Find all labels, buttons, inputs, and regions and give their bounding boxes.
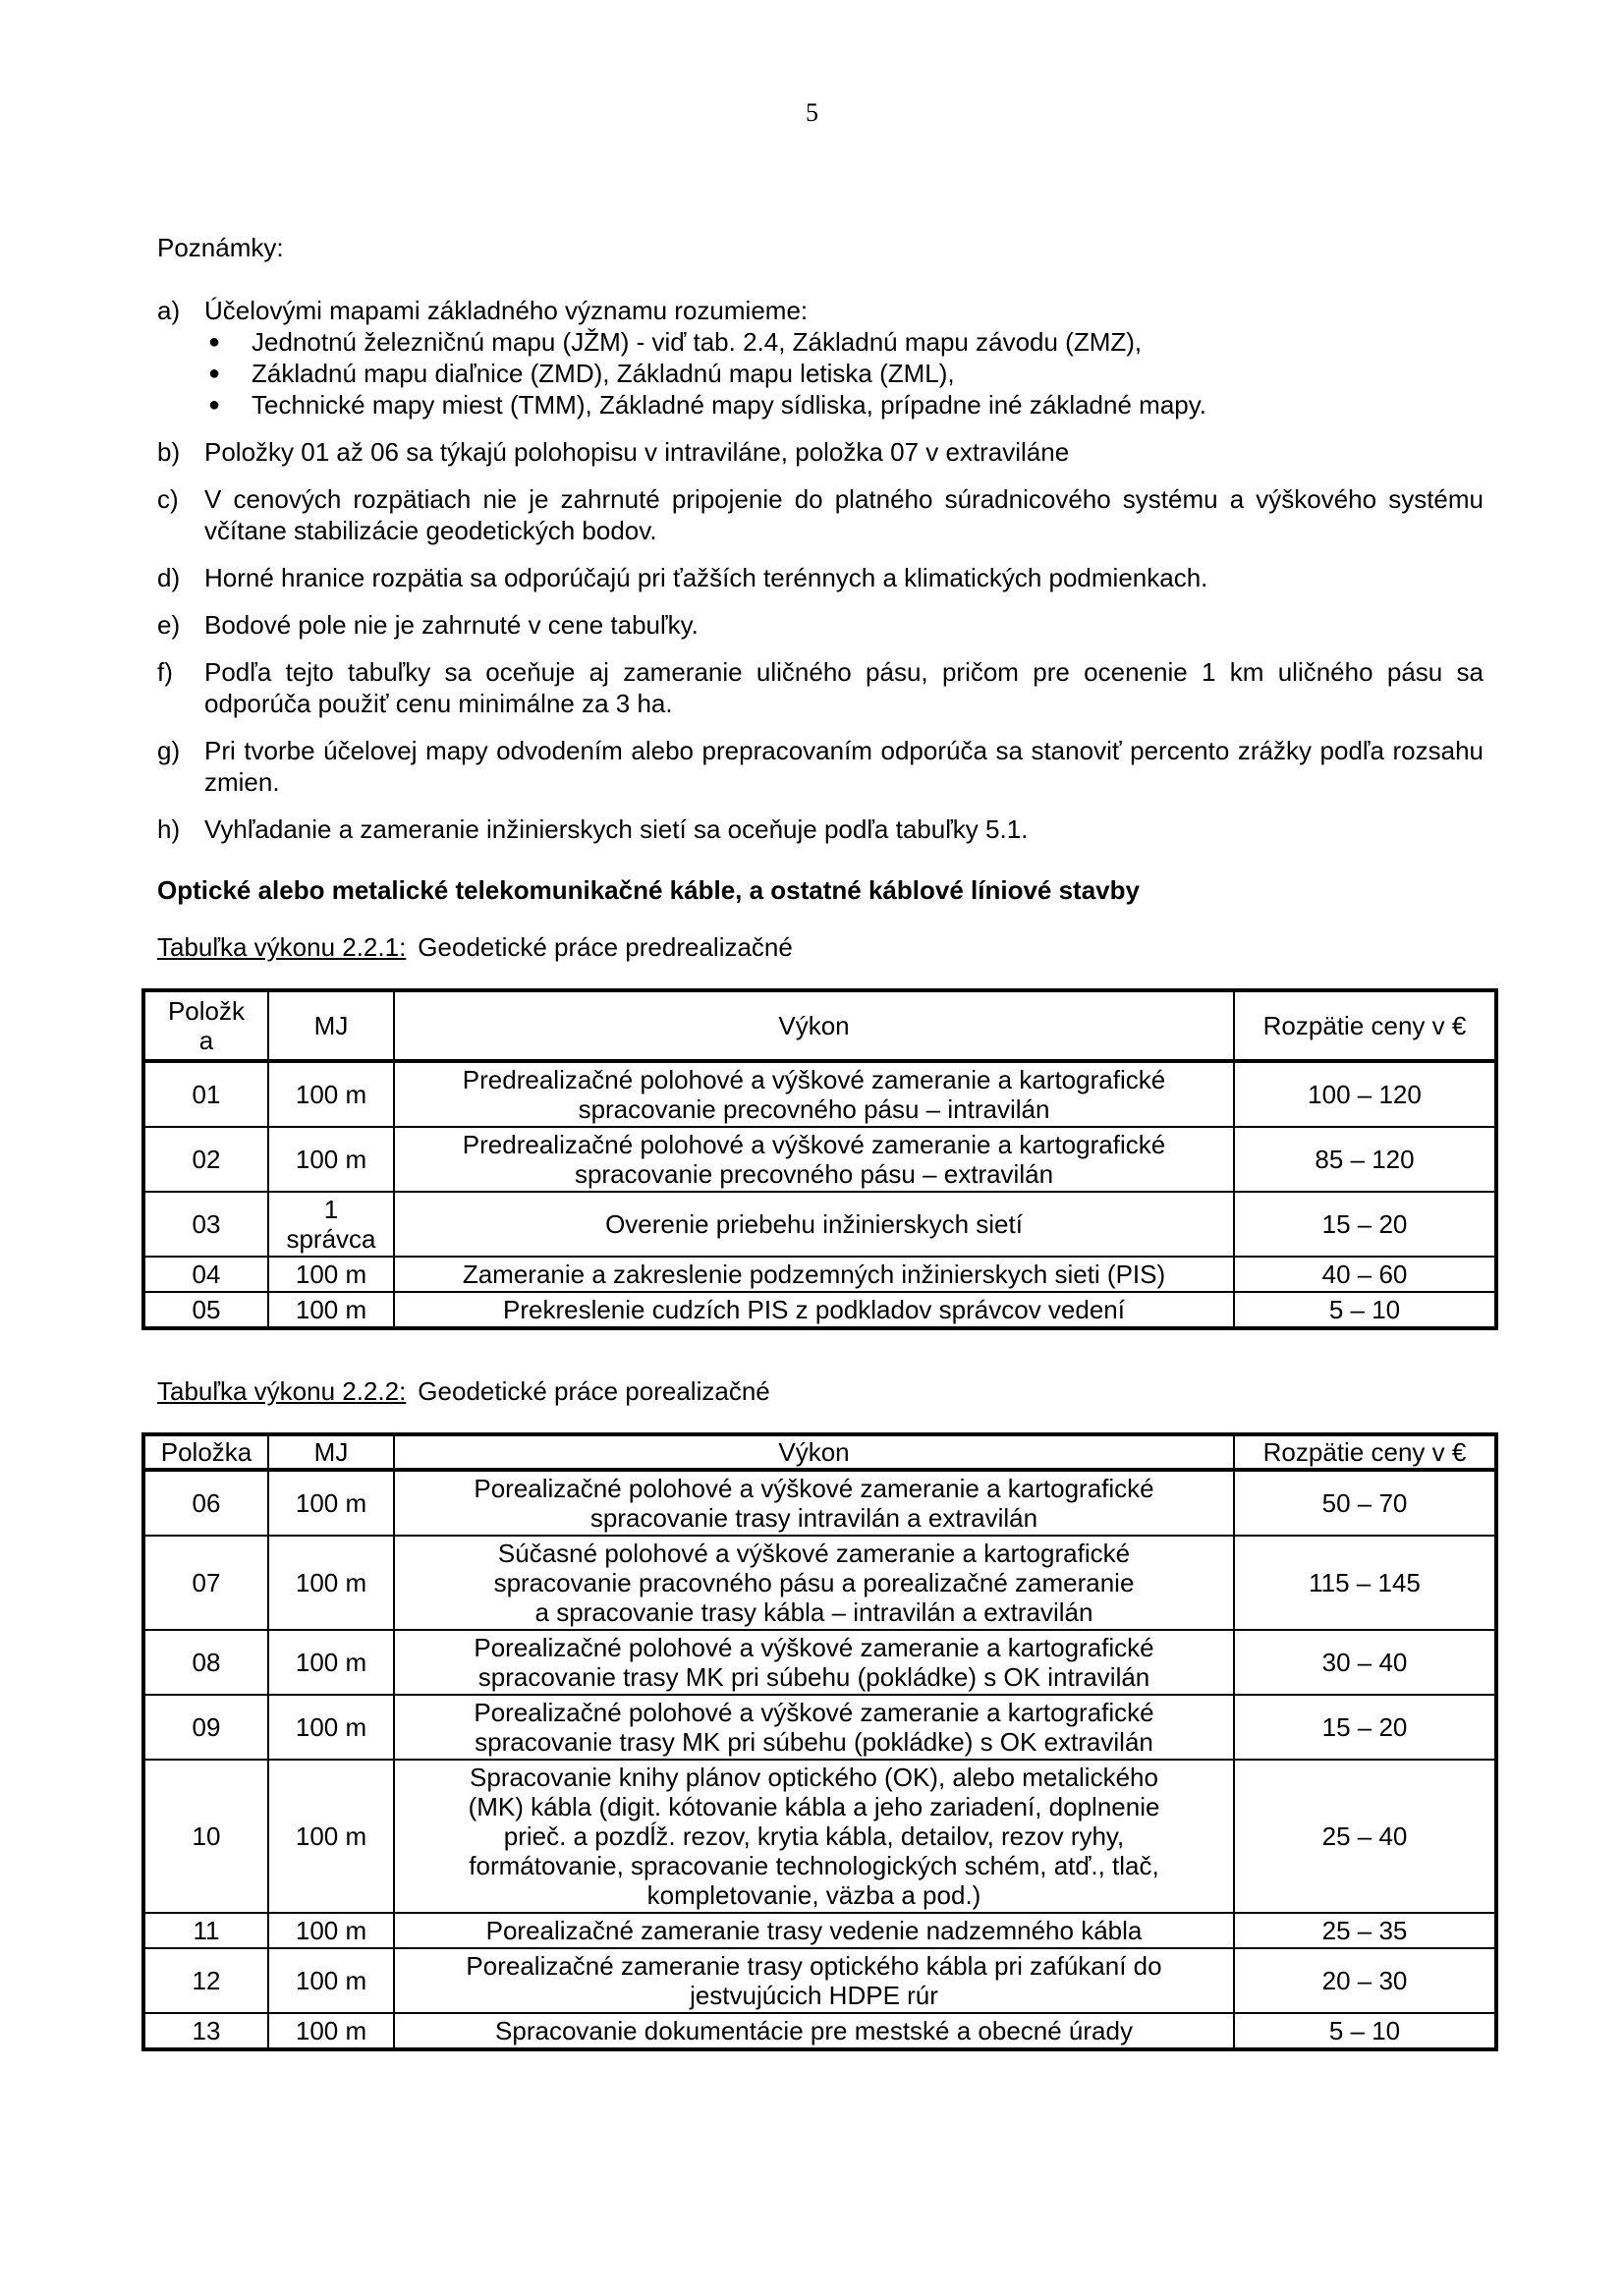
cell-work: Prekreslenie cudzích PIS z podkladov správcov vedení	[394, 1292, 1234, 1328]
cell-mj: 100 m	[268, 1127, 394, 1192]
bullet-text: Základnú mapu diaľnice (ZMD), Základnú mapu letiska (ZML),	[252, 359, 955, 388]
cell-item: 12	[143, 1948, 268, 2013]
cell-price: 25 – 40	[1234, 1760, 1496, 1913]
table-row	[143, 1470, 1496, 1536]
note-text: Bodové pole nie je zahrnuté v cene tabuľky.	[204, 610, 699, 640]
note-letter: g)	[157, 736, 181, 765]
cell-work: Porealizačné polohové a výškové zameranie a kartografické spracovanie trasy MK pri súbehu (pokládke) s OK extravilán	[394, 1695, 1234, 1760]
header-mj: MJ	[268, 990, 394, 1061]
page-content	[157, 232, 1484, 2051]
cell-mj: 100 m	[268, 1292, 394, 1328]
cell-mj: 100 m	[268, 1061, 394, 1127]
bullet-item	[208, 326, 1484, 358]
cell-price: 15 – 20	[1234, 1695, 1496, 1760]
cell-work: Porealizačné polohové a výškové zameranie a kartografické spracovanie trasy intravilán a extravilán	[394, 1470, 1234, 1536]
note-text: Položky 01 až 06 sa týkajú polohopisu v intraviláne, položka 07 v extraviláne	[204, 437, 1070, 467]
cell-work: Predrealizačné polohové a výškové zameranie a kartografické spracovanie precovného pásu – extravilán	[394, 1127, 1234, 1192]
header-price: Rozpätie ceny v €	[1234, 990, 1496, 1061]
note-c	[157, 483, 1484, 546]
cell-mj: 100 m	[268, 1760, 394, 1913]
table-caption-label: Tabuľka výkonu 2.2.2:	[157, 1376, 407, 1406]
cell-item: 07	[143, 1536, 268, 1630]
note-e	[157, 609, 1484, 641]
cell-mj: 100 m	[268, 1257, 394, 1292]
cell-item: 02	[143, 1127, 268, 1192]
cell-mj: 100 m	[268, 1695, 394, 1760]
table-caption-label: Tabuľka výkonu 2.2.1:	[157, 932, 407, 962]
note-text: Horné hranice rozpätia sa odporúčajú pri ťažších terénnych a klimatických podmienkach.	[204, 563, 1208, 592]
note-letter: e)	[157, 610, 181, 640]
table-row	[143, 1695, 1496, 1760]
cell-mj: 1 správca	[268, 1192, 394, 1257]
cell-item: 05	[143, 1292, 268, 1328]
cell-work: Spracovanie dokumentácie pre mestské a obecné úrady	[394, 2013, 1234, 2049]
cell-item: 04	[143, 1257, 268, 1292]
cell-price: 20 – 30	[1234, 1948, 1496, 2013]
cell-work: Zameranie a zakreslenie podzemných inžinierskych sieti (PIS)	[394, 1257, 1234, 1292]
note-text: Účelovými mapami základného významu rozumieme:	[204, 296, 809, 325]
note-letter: h)	[157, 814, 181, 844]
cell-item: 09	[143, 1695, 268, 1760]
cell-item: 10	[143, 1760, 268, 1913]
note-a	[157, 295, 1484, 420]
note-letter: b)	[157, 437, 181, 467]
table-header-row	[143, 990, 1496, 1061]
table-row	[143, 2013, 1496, 2049]
cell-item: 13	[143, 2013, 268, 2049]
table-caption-1	[157, 931, 1484, 963]
price-table-predrealization	[141, 988, 1498, 1330]
note-letter: a)	[157, 296, 181, 325]
cell-price: 40 – 60	[1234, 1257, 1496, 1292]
cell-mj: 100 m	[268, 1630, 394, 1695]
table-caption-2	[157, 1375, 1484, 1407]
table-row	[143, 1127, 1496, 1192]
note-text: Pri tvorbe účelovej mapy odvodením alebo prepracovaním odporúča sa stanoviť percento zrážky podľa rozsahu zmien.	[204, 736, 1484, 797]
cell-price: 50 – 70	[1234, 1470, 1496, 1536]
cell-price: 100 – 120	[1234, 1061, 1496, 1127]
table-row	[143, 1257, 1496, 1292]
cell-price: 5 – 10	[1234, 1292, 1496, 1328]
price-table-porealization	[141, 1432, 1498, 2051]
cell-item: 11	[143, 1913, 268, 1948]
cell-mj: 100 m	[268, 2013, 394, 2049]
table-row	[143, 1192, 1496, 1257]
table-row	[143, 1536, 1496, 1630]
cell-price: 5 – 10	[1234, 2013, 1496, 2049]
bullet-icon: ●	[208, 363, 221, 384]
cell-work: Overenie priebehu inžinierskych sietí	[394, 1192, 1234, 1257]
table-row	[143, 1913, 1496, 1948]
note-f	[157, 656, 1484, 719]
cell-work: Predrealizačné polohové a výškové zameranie a kartografické spracovanie precovného pásu – intravilán	[394, 1061, 1234, 1127]
cell-price: 25 – 35	[1234, 1913, 1496, 1948]
table-row	[143, 1630, 1496, 1695]
bullet-item	[208, 389, 1484, 420]
cell-price: 30 – 40	[1234, 1630, 1496, 1695]
table-caption-text: Geodetické práce porealizačné	[418, 1376, 770, 1406]
bullet-icon: ●	[208, 394, 221, 416]
cell-work: Porealizačné polohové a výškové zameranie a kartografické spracovanie trasy MK pri súbehu (pokládke) s OK intravilán	[394, 1630, 1234, 1695]
section-title: Optické alebo metalické telekomunikačné káble, a ostatné káblové líniové stavby	[157, 875, 1140, 905]
bullet-text: Technické mapy miest (TMM), Základné mapy sídliska, prípadne iné základné mapy.	[252, 390, 1207, 420]
cell-item: 01	[143, 1061, 268, 1127]
header-mj: MJ	[268, 1434, 394, 1470]
cell-mj: 100 m	[268, 1536, 394, 1630]
bullet-item	[208, 358, 1484, 389]
cell-mj: 100 m	[268, 1913, 394, 1948]
note-text: Podľa tejto tabuľky sa oceňuje aj zameranie uličného pásu, pričom pre ocenenie 1 km uličného pásu sa odporúča použiť cenu minimálne za 3 ha.	[204, 657, 1484, 718]
cell-work: Porealizačné zameranie trasy vedenie nadzemného kábla	[394, 1913, 1234, 1948]
cell-item: 06	[143, 1470, 268, 1536]
table-row	[143, 1061, 1496, 1127]
cell-mj: 100 m	[268, 1948, 394, 2013]
cell-price: 85 – 120	[1234, 1127, 1496, 1192]
header-work: Výkon	[394, 990, 1234, 1061]
note-d	[157, 562, 1484, 593]
cell-item: 08	[143, 1630, 268, 1695]
note-body	[204, 295, 1484, 420]
header-item: Položka	[143, 1434, 268, 1470]
cell-work: Spracovanie knihy plánov optického (OK), alebo metalického (MK) kábla (digit. kótovanie kábla a jeho zariadení, doplnenie prieč. a pozdĺž. rezov, krytia kábla, detailov, rezov ryhy, formátovanie, spracovanie technologických schém, atď., tlač, kompletovanie, väzba a pod.)	[394, 1760, 1234, 1913]
note-text: Vyhľadanie a zameranie inžinierskych sietí sa oceňuje podľa tabuľky 5.1.	[204, 814, 1029, 844]
note-letter: f)	[157, 657, 173, 687]
note-letter: c)	[157, 484, 179, 514]
cell-mj: 100 m	[268, 1470, 394, 1536]
table-row	[143, 1760, 1496, 1913]
note-h	[157, 813, 1484, 845]
note-g	[157, 735, 1484, 798]
table-header-row	[143, 1434, 1496, 1470]
header-work: Výkon	[394, 1434, 1234, 1470]
note-letter: d)	[157, 563, 181, 592]
table-caption-text: Geodetické práce predrealizačné	[418, 932, 793, 962]
note-b	[157, 436, 1484, 468]
note-bullet-list	[204, 326, 1484, 420]
cell-price: 115 – 145	[1234, 1536, 1496, 1630]
cell-item: 03	[143, 1192, 268, 1257]
header-item: Položk a	[143, 990, 268, 1061]
cell-work: Súčasné polohové a výškové zameranie a kartografické spracovanie pracovného pásu a porealizačné zameranie a spracovanie trasy kábla – intravilán a extravilán	[394, 1536, 1234, 1630]
page-number: 5	[806, 98, 818, 127]
table-row	[143, 1292, 1496, 1328]
cell-price: 15 – 20	[1234, 1192, 1496, 1257]
cell-work: Porealizačné zameranie trasy optického kábla pri zafúkaní do jestvujúcich HDPE rúr	[394, 1948, 1234, 2013]
header-price: Rozpätie ceny v €	[1234, 1434, 1496, 1470]
bullet-text: Jednotnú železničnú mapu (JŽM) - viď tab. 2.4, Základnú mapu závodu (ZMZ),	[252, 327, 1143, 357]
note-text: V cenových rozpätiach nie je zahrnuté pripojenie do platného súradnicového systému a výškového systému včítane stabilizácie geodetických bodov.	[204, 484, 1484, 545]
table-row	[143, 1948, 1496, 2013]
notes-title: Poznámky:	[157, 233, 284, 262]
bullet-icon: ●	[208, 331, 221, 353]
